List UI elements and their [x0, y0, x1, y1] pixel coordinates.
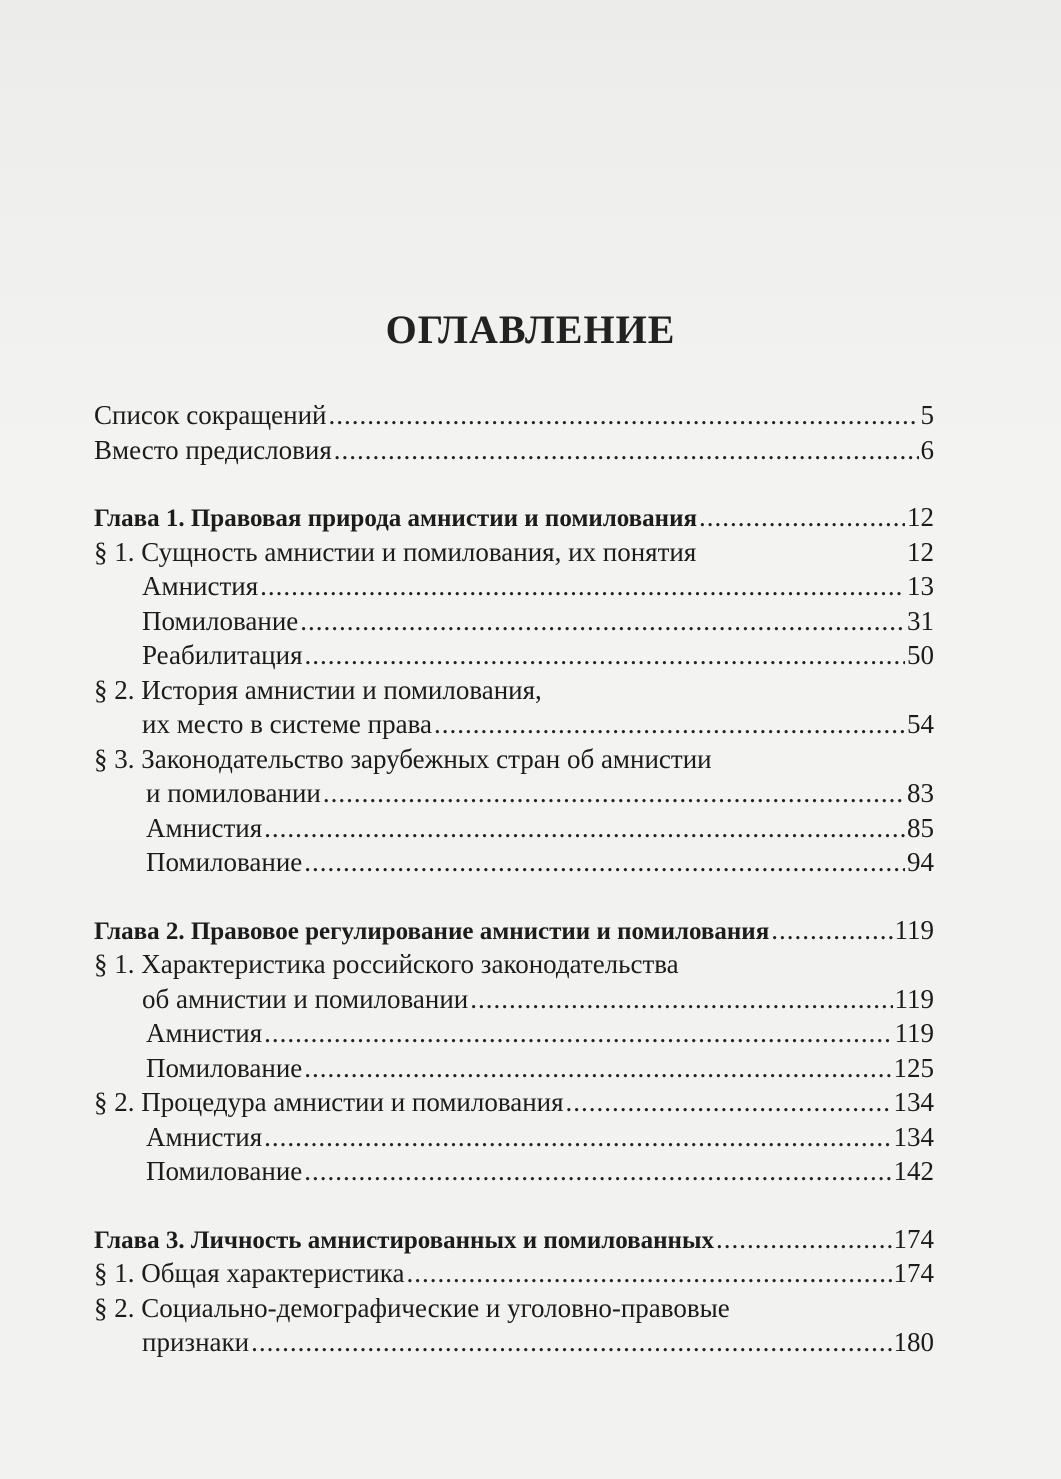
toc-page-number: 134	[893, 1121, 934, 1152]
toc-page-number: 174	[893, 1223, 934, 1254]
toc-section-label: § 3. Законодательство зарубежных стран об амнистии	[94, 743, 712, 774]
toc-page-number: 83	[907, 778, 934, 808]
dot-leader	[434, 707, 905, 742]
toc-section	[94, 535, 934, 570]
toc-section-line	[94, 1291, 934, 1326]
dot-leader	[304, 845, 905, 880]
dot-leader	[264, 811, 905, 846]
dot-leader	[716, 1222, 892, 1257]
toc-chapter-label: Глава 3. Личность амнистированных и помилованных	[94, 1226, 714, 1254]
dot-leader	[699, 500, 905, 535]
toc-page-number: 13	[907, 571, 934, 601]
table-of-contents	[94, 398, 934, 1360]
toc-section-label: § 2. История амнистии и помилования,	[94, 674, 542, 705]
toc-page-number: 142	[893, 1156, 934, 1186]
page-title: ОГЛАВЛЕНИЕ	[385, 307, 676, 352]
dot-leader	[470, 982, 892, 1017]
toc-page-number: 134	[893, 1087, 934, 1117]
toc-subsection-label: Амнистия	[142, 571, 259, 601]
toc-page-number: 174	[893, 1258, 934, 1288]
dot-leader	[304, 1051, 891, 1086]
toc-section-label: § 1. Общая характеристика	[94, 1258, 405, 1288]
toc-section-line	[94, 673, 934, 708]
dot-leader	[304, 1154, 891, 1189]
toc-subsection-label: Помилование	[146, 1156, 303, 1186]
toc-subsection-label: Помилование	[142, 605, 299, 636]
toc-page-number: 54	[907, 709, 934, 739]
toc-section-label: и помиловании	[146, 778, 321, 808]
toc-subsection-label: Помилование	[146, 1052, 303, 1083]
dot-leader	[566, 1085, 892, 1120]
toc-entry-label: Вместо предисловия	[94, 434, 332, 465]
dot-leader	[251, 1325, 891, 1360]
toc-page-number: 125	[893, 1052, 934, 1083]
toc-entry	[94, 433, 934, 468]
toc-section-label: § 2. Процедура амнистии и помилования	[94, 1087, 564, 1117]
toc-section-label: об амнистии и помиловании	[142, 983, 469, 1014]
toc-page-number: 119	[894, 1018, 934, 1048]
toc-entry-label: Список сокращений	[94, 400, 327, 430]
toc-section-cont	[94, 707, 934, 742]
dot-leader	[334, 433, 919, 468]
dot-leader	[264, 1120, 891, 1155]
toc-subsection-label: Амнистия	[146, 1121, 263, 1152]
toc-chapter	[94, 500, 934, 535]
toc-section-cont	[94, 1325, 934, 1360]
toc-page-number: 119	[894, 983, 934, 1014]
toc-section-label: § 2. Социально-демографические и уголовно-правовые	[94, 1292, 730, 1323]
toc-section-label: признаки	[142, 1327, 250, 1357]
toc-section-label: § 1. Характеристика российского законодательства	[94, 949, 679, 979]
toc-chapter	[94, 1222, 934, 1257]
toc-page-number: 5	[920, 400, 934, 430]
toc-subsection	[94, 604, 934, 639]
toc-subsection	[94, 569, 934, 604]
toc-page-number: 12	[907, 502, 934, 532]
toc-subsection	[94, 1154, 934, 1189]
toc-section-line	[94, 947, 934, 982]
toc-section	[94, 1085, 934, 1120]
dot-leader	[323, 776, 905, 811]
toc-section-cont	[94, 776, 934, 811]
toc-section-cont	[94, 982, 934, 1017]
toc-subsection	[94, 1120, 934, 1155]
toc-subsection-label: Реабилитация	[142, 640, 303, 670]
toc-subsection	[94, 638, 934, 673]
toc-page-number: 12	[907, 536, 934, 567]
toc-page-number: 119	[894, 914, 934, 945]
toc-subsection	[94, 1016, 934, 1051]
dot-leader	[260, 569, 905, 604]
toc-entry	[94, 398, 934, 433]
toc-page-number: 50	[907, 640, 934, 670]
toc-section-label: их место в системе права	[142, 709, 432, 739]
toc-section	[94, 1256, 934, 1291]
toc-section-line	[94, 742, 934, 777]
toc-subsection-label: Помилование	[146, 847, 303, 877]
toc-subsection	[94, 845, 934, 880]
toc-page-number: 180	[893, 1327, 934, 1357]
toc-page-number: 31	[907, 605, 934, 636]
dot-leader	[771, 913, 892, 948]
toc-subsection	[94, 811, 934, 846]
dot-leader	[328, 398, 918, 433]
toc-chapter-label: Глава 2. Правовое регулирование амнистии и помилования	[94, 917, 770, 945]
toc-subsection-label: Амнистия	[146, 812, 263, 843]
toc-page-number: 85	[907, 812, 934, 843]
dot-leader	[406, 1256, 891, 1291]
toc-chapter-label: Глава 1. Правовая природа амнистии и помилования	[94, 505, 698, 532]
toc-section-label: § 1. Сущность амнистии и помилования, их понятия	[94, 536, 697, 567]
toc-subsection	[94, 1051, 934, 1086]
toc-subsection-label: Амнистия	[146, 1018, 263, 1048]
dot-leader	[300, 604, 905, 639]
dot-leader	[305, 638, 906, 673]
toc-page-number: 94	[907, 847, 934, 877]
toc-page-number: 6	[920, 434, 934, 465]
toc-chapter	[94, 913, 934, 948]
dot-leader	[264, 1016, 892, 1051]
